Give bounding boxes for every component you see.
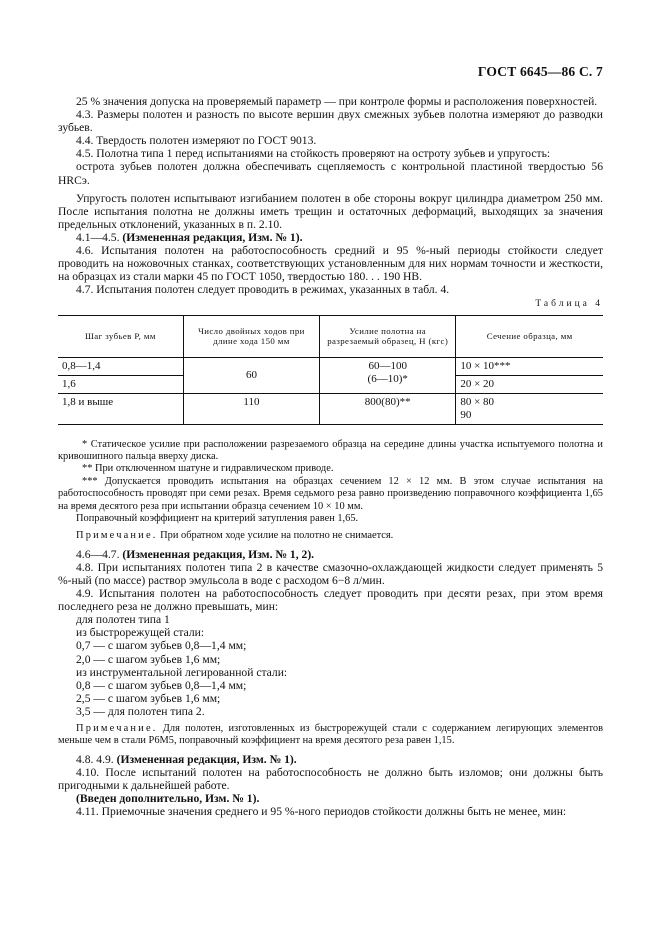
note-high-speed-steel: Примечание. Для полотен, изготовленных из быстрорежущей стали с содержанием легирующих элементов меньше чем в стали Р6М5, поправочный коэффициент на время десятого реза равен 1,15. [58,722,603,747]
cell-strokes: 60 [183,357,319,393]
cell-section: 20 × 20 [456,375,603,393]
cell-strokes: 110 [183,393,319,424]
paragraph-4-8: 4.8. При испытаниях полотен типа 2 в качестве смазочно-охлаждающей жидкости следует применять 5 %-ный (по массе) раствор эмульсола в воде с расходом 6−8 л/мин. [58,560,603,587]
amendment-added: (Введен дополнительно, Изм. № 1). [76,792,260,806]
footnote-2: ** При отключенном шатуне и гидравлическом приводе. [82,463,334,475]
paragraph-4-4: 4.4. Твердость полотен измеряют по ГОСТ 9013. [76,134,317,148]
paragraph-4-10: 4.10. После испытаний полотен на работоспособность не должно быть изломов; они должны быть пригодными к дальнейшей работе. [58,765,603,792]
paragraph-sharpness: острота зубьев полотен должна обеспечивать сцепляемость с контрольной пластиной твердостью 56 HRCэ. [58,160,603,187]
paragraph-4-9: 4.9. Испытания полотен на работоспособность следует проводить при десяти резах, при этом время последнего реза не должно превышать, мин: [58,587,603,614]
paragraph-4-7: 4.7. Испытания полотен следует проводить в режимах, указанных в табл. 4. [76,283,450,297]
amendment-4-6-4-7: 4.6—4.7. (Измененная редакция, Изм. № 1, 2). [76,547,315,561]
note-reverse-stroke: Примечание. При обратном ходе усилие на полотно не снимается. [76,530,394,542]
list-item: 0,7 — с шагом зубьев 0,8—1,4 мм; [76,639,247,653]
cell-section: 80 × 80 90 [456,393,603,424]
footnote-1: * Статическое усилие при расположении разрезаемого образца на середине длины участка испытуемого полотна и кривошипного пальца вверху диска. [58,438,603,462]
cell-step: 1,6 [58,375,183,393]
cell-force: 60—100 (6—10)* [320,357,456,393]
table-caption: Таблица 4 [535,299,603,310]
paragraph-4-5: 4.5. Полотна типа 1 перед испытаниями на стойкость проверяют на остроту зубьев и упругость: [76,147,551,161]
list-item: из инструментальной легированной стали: [76,665,288,679]
list-item: 0,8 — с шагом зубьев 0,8—1,4 мм; [76,678,247,692]
cell-force: 800(80)** [320,393,456,424]
list-item: из быстрорежущей стали: [76,626,205,640]
table-row [58,393,603,424]
list-item: 2,5 — с шагом зубьев 1,6 мм; [76,691,221,705]
amendment-4-1-4-5: 4.1—4.5. (Измененная редакция, Изм. № 1). [76,230,303,244]
paragraph-elasticity: Упругость полотен испытывают изгибанием полотен в обе стороны вокруг цилиндра диаметром 250 мм. После испытания полотна не должны иметь трещин и остаточных деформаций, выходящих за значения предельных отклонений, указанных в п. 2.10. [58,191,603,231]
document-body [58,95,603,818]
list-item: для полотен типа 1 [76,613,170,627]
paragraph-4-6: 4.6. Испытания полотен на работоспособность средний и 95 %-ный периоды стойкости следует проводить на ножовочных станках, соответствующих установленным для них нормам точности и жесткости, на образцах из стали марки 45 по ГОСТ 1050, твердостью 180. . . 190 НВ. [58,244,603,284]
header-section: Сечение образца, мм [456,315,603,357]
header-force: Усилие полотна на разрезаемый образец, H (кгс) [320,315,456,357]
header-tooth-pitch: Шаг зубьев P, мм [58,315,183,357]
cell-step: 0,8—1,4 [58,357,183,375]
footnote-coefficient: Поправочный коэффициент на критерий затупления равен 1,65. [76,512,359,524]
paragraph-4-11: 4.11. Приемочные значения среднего и 95 %-ного периодов стойкости должны быть не менее, мин: [76,805,567,819]
cell-section: 10 × 10*** [456,357,603,375]
paragraph-4-3: 4.3. Размеры полотен и разность по высоте вершин двух смежных зубьев полотна измеряют до разводки зубьев. [58,108,603,135]
header-strokes: Число двойных ходов при длине хода 150 мм [183,315,319,357]
test-modes-table [58,315,603,425]
page-header: ГОСТ 6645—86 С. 7 [477,64,603,79]
time-limit-list [58,613,603,718]
list-item: 3,5 — для полотен типа 2. [76,704,205,718]
list-item: 2,0 — с шагом зубьев 1,6 мм; [76,652,221,666]
table-footnotes [58,439,603,543]
table-row [58,357,603,375]
cell-step: 1,8 и выше [58,393,183,424]
amendment-4-8-4-9: 4.8. 4.9. (Измененная редакция, Изм. № 1). [76,752,297,766]
footnote-3: *** Допускается проводить испытания на образцах сечением 12 × 12 мм. В этом случае испытания на работоспособность проводят при семи резах. Время седьмого реза равно произведению поправочного коэффициента 1,65 на время десятого реза при испытании образца сечением 10 × 10 мм. [58,475,603,512]
paragraph-tolerance: 25 % значения допуска на проверяемый параметр — при контроле формы и расположения поверхностей. [76,95,598,108]
